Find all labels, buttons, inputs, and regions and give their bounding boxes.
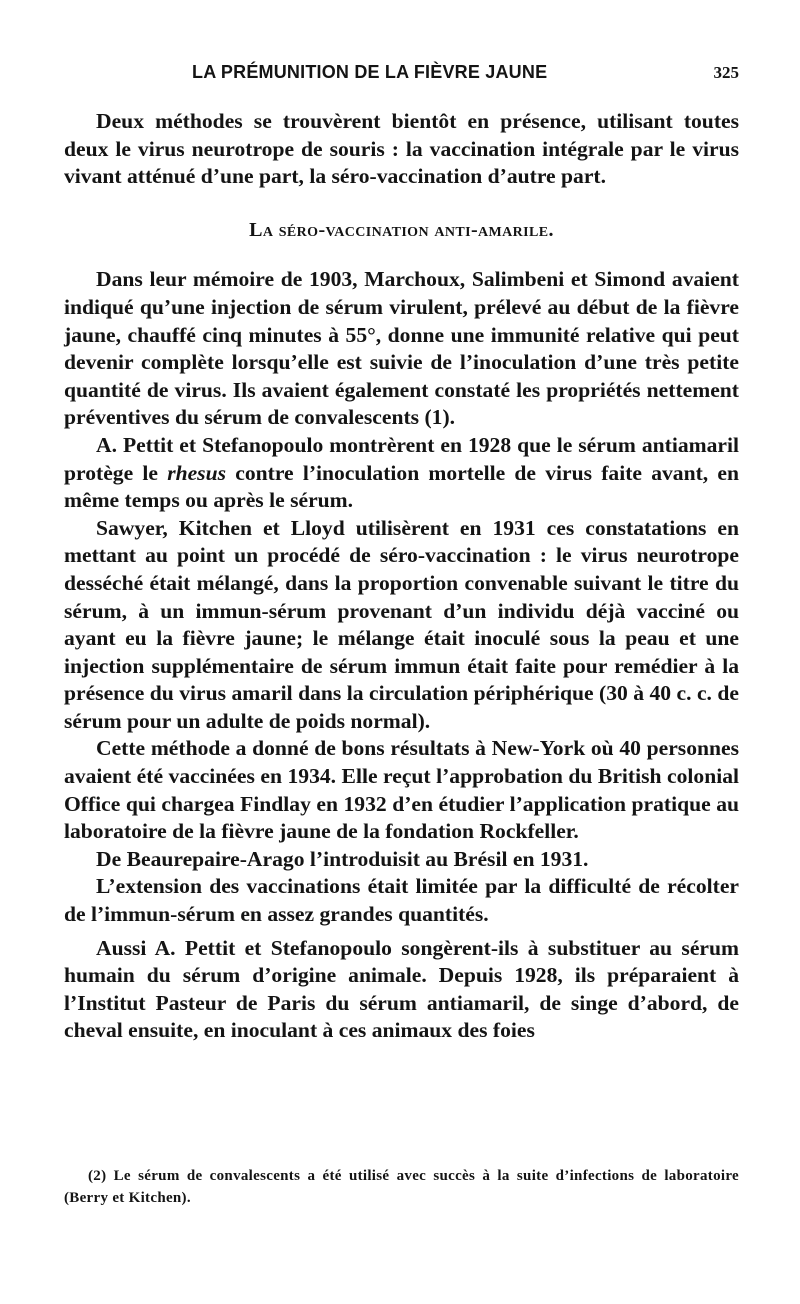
emphasis-rhesus: rhesus (167, 460, 227, 485)
paragraph-brazil: De Beaurepaire-Arago l’introduisit au Brésil en 1931. (96, 846, 589, 871)
paragraph-1903-memoir: Dans leur mémoire de 1903, Marchoux, Salimbeni et Simond avaient indiqué qu’une injection de sérum virulent, prélevé au début de la fièvre jaune, chauffé cinq minutes à 55°, donne une immunité relative qui peut devenir complète lorsqu’elle est suivie de l’inoculation d’une très petite quantité de virus. Ils avaient également constaté les propriétés nettement préventives du sérum de convalescents (1). (64, 267, 739, 430)
paragraph-sawyer-method: Sawyer, Kitchen et Lloyd utilisèrent en 1931 ces constatations en mettant au point un procédé de séro-vaccination : le virus neurotrope desséché était mélangé, dans la proportion convenable suivant le titre du sérum, à un immun-sérum provenant d’un individu déjà vacciné ou ayant eu la fièvre jaune; le mélange était inoculé sous la peau et une injection supplémentaire de sérum immun était faite pour remédier à la présence du virus amaril dans la circulation périphérique (30 à 40 c. c. de sérum pour un adulte de poids normal). (64, 515, 739, 733)
paragraph-extension-limits: L’extension des vaccinations était limitée par la difficulté de récolter de l’immun-sérum en assez grandes quantités. (64, 874, 739, 927)
paragraph-method-results: Cette méthode a donné de bons résultats à New-York où 40 personnes avaient été vaccinées en 1934. Elle reçut l’approbation du British colonial Office qui chargea Findlay en 1932 d’en étudier l’application pratique au laboratoire de la fièvre jaune de la fondation Rockfeller. (64, 736, 739, 844)
intro-paragraph: Deux méthodes se trouvèrent bientôt en présence, utilisant toutes deux le virus neurotrope de souris : la vaccination intégrale par le virus vivant atténué d’une part, la séro-vaccination d’autre part. (64, 109, 739, 189)
running-header (64, 62, 739, 90)
running-title: LA PRÉMUNITION DE LA FIÈVRE JAUNE (192, 62, 548, 82)
paragraph-pettit-rhesus (64, 432, 739, 515)
document-page (64, 0, 739, 1304)
section-heading: La séro-vaccination anti-amarile. (249, 218, 554, 241)
footnote: (2) Le sérum de convalescents a été utilisé avec succès à la suite d’infections de laboratoire (Berry et Kitchen). (64, 1168, 739, 1206)
paragraph-text-start: A. Pettit et Stefanopoulo montrèrent en 1928 que le sérum antiamaril protège le (64, 432, 739, 485)
body-text (64, 108, 739, 1045)
paragraph-animal-serum: Aussi A. Pettit et Stefanopoulo songèrent-ils à substituer au sérum humain du sérum d’origine animale. Depuis 1928, ils préparaient à l’Institut Pasteur de Paris du sérum antiamaril, de singe d’abord, de cheval ensuite, en inoculant à ces animaux des foies (64, 935, 739, 1043)
page-number: 325 (713, 63, 739, 82)
paragraph-text-end: contre l’inoculation mortelle de virus faite avant, en même temps ou après le sérum. (64, 460, 739, 513)
